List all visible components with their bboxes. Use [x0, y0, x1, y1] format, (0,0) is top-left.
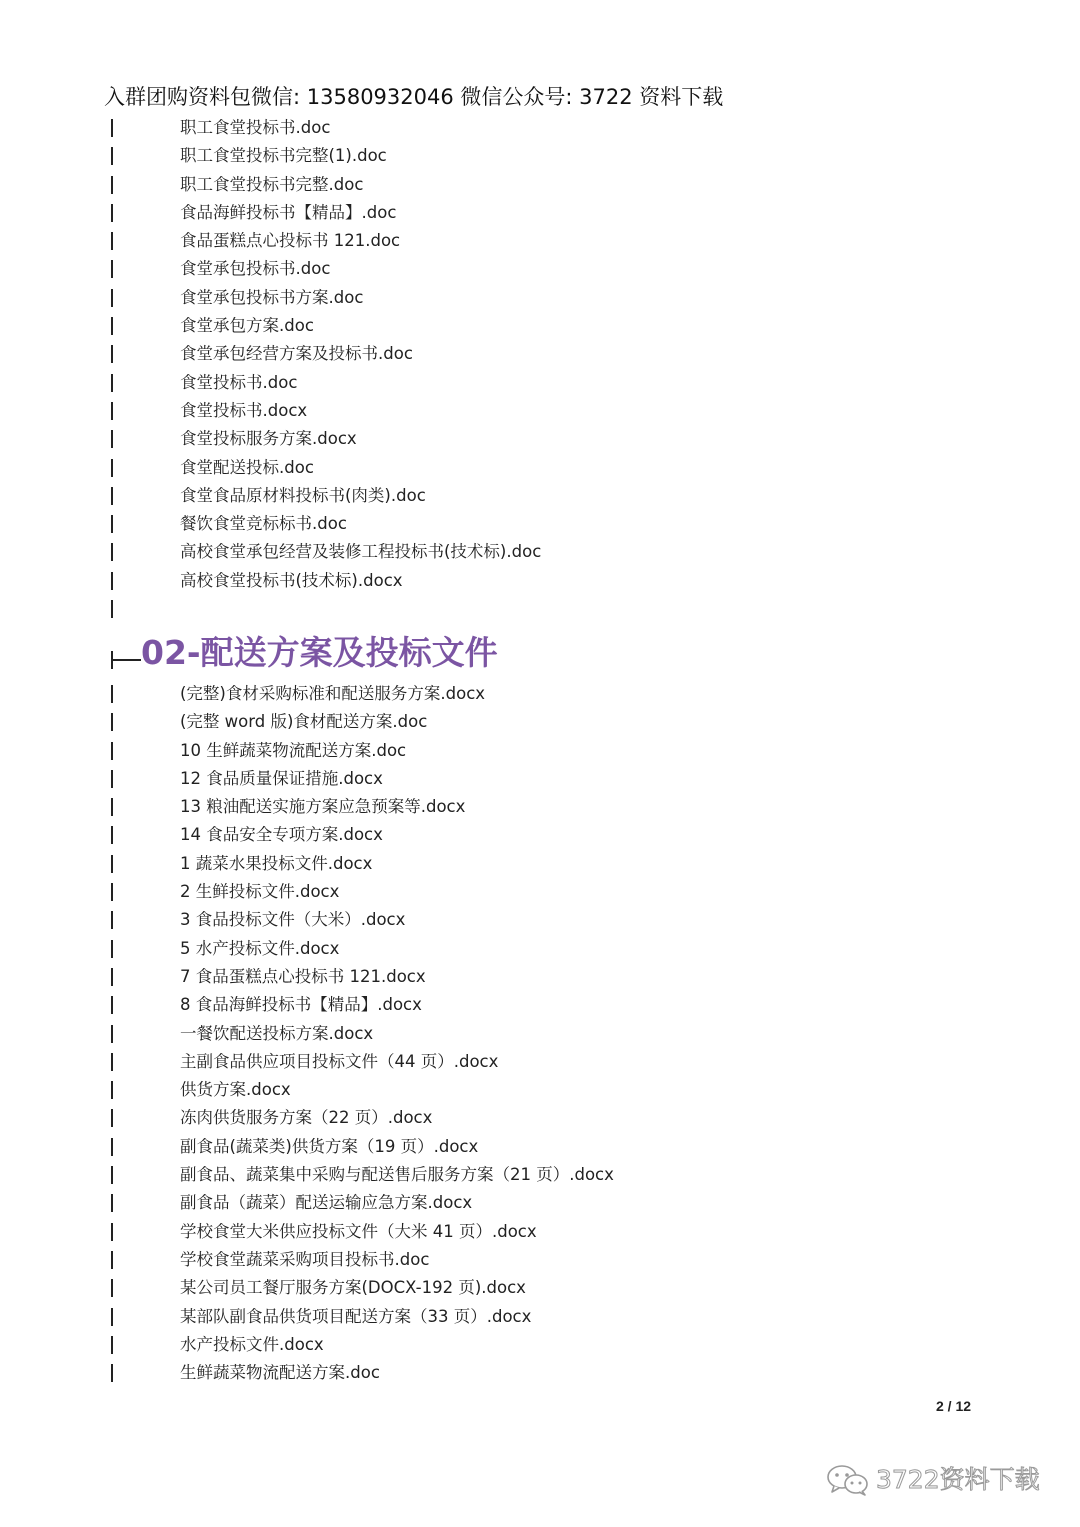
tree-branch-line — [111, 119, 113, 137]
file-list-item — [0, 680, 1080, 708]
section-heading — [110, 628, 710, 678]
file-name: 某公司员工餐厅服务方案(DOCX-192 页).docx — [180, 1278, 526, 1298]
file-name: 冻肉供货服务方案（22 页）.docx — [180, 1108, 433, 1128]
file-list-item — [0, 935, 1080, 963]
file-name: 职工食堂投标书.doc — [180, 118, 331, 137]
tree-branch-line — [111, 289, 113, 307]
file-list-item — [0, 482, 1080, 510]
file-name: 食堂承包投标书方案.doc — [180, 287, 364, 307]
file-name: (完整 word 版)食材配送方案.doc — [180, 712, 428, 732]
file-list-item — [0, 538, 1080, 566]
spacer-row — [0, 595, 1080, 623]
tree-branch-line — [111, 1364, 113, 1382]
file-list-item — [0, 1104, 1080, 1132]
tree-branch-line — [111, 176, 113, 194]
file-name: 食品蛋糕点心投标书 121.doc — [180, 231, 401, 251]
watermark-text: 3722资料下载 — [876, 1465, 1040, 1494]
file-list-item — [0, 510, 1080, 538]
file-name: 食堂投标服务方案.docx — [180, 429, 357, 449]
file-list-item — [0, 1189, 1080, 1217]
file-list-item — [0, 114, 1080, 142]
file-list-item — [0, 1020, 1080, 1048]
tree-branch-line — [111, 713, 113, 731]
file-list-item — [0, 425, 1080, 453]
tree-branch-line — [111, 430, 113, 448]
file-name: 食堂承包投标书.doc — [180, 259, 331, 279]
file-list-item — [0, 1246, 1080, 1274]
tree-branch-line — [111, 317, 113, 335]
tree-branch-line — [111, 1223, 113, 1241]
file-list-item — [0, 171, 1080, 199]
tree-branch-line — [111, 685, 113, 703]
tree-branch-line — [111, 572, 113, 590]
file-list-item — [0, 1274, 1080, 1302]
file-list-item — [0, 906, 1080, 934]
tree-branch-line — [111, 232, 113, 250]
tree-branch-line — [111, 459, 113, 477]
file-list-item — [0, 142, 1080, 170]
tree-branch-line — [111, 940, 113, 958]
file-list-item — [0, 821, 1080, 849]
tree-branch-line — [111, 260, 113, 278]
file-name: 食品海鲜投标书【精品】.doc — [180, 202, 397, 222]
file-list-item — [0, 1161, 1080, 1189]
file-name: 学校食堂蔬菜采购项目投标书.doc — [180, 1249, 430, 1269]
file-name: 14 食品安全专项方案.docx — [180, 825, 383, 845]
tree-branch-line — [111, 883, 113, 901]
tree-branch-line — [111, 402, 113, 420]
file-list-item — [0, 1331, 1080, 1359]
file-name: 学校食堂大米供应投标文件（大米 41 页）.docx — [180, 1221, 537, 1241]
file-name: 生鲜蔬菜物流配送方案.doc — [180, 1363, 380, 1383]
tree-branch-line — [111, 1109, 113, 1127]
tree-spacer-row — [0, 595, 1080, 623]
tree-branch-line — [111, 600, 113, 618]
tree-branch-line — [111, 1194, 113, 1212]
file-list-item — [0, 737, 1080, 765]
tree-branch-line — [111, 770, 113, 788]
file-name: 食堂食品原材料投标书(肉类).doc — [180, 485, 426, 505]
file-list-item — [0, 991, 1080, 1019]
tree-branch-line — [111, 543, 113, 561]
file-list-item — [0, 199, 1080, 227]
file-name: 食堂承包方案.doc — [180, 316, 314, 336]
file-name: 高校食堂投标书(技术标).docx — [180, 570, 403, 590]
tree-branch-line — [111, 1308, 113, 1326]
tree-branch-line — [111, 1053, 113, 1071]
file-name: (完整)食材采购标准和配送服务方案.docx — [180, 684, 486, 703]
file-list-item — [0, 1076, 1080, 1104]
tree-branch-line — [111, 742, 113, 760]
file-name: 水产投标文件.docx — [180, 1334, 324, 1354]
file-list-item — [0, 284, 1080, 312]
file-name: 食堂承包经营方案及投标书.doc — [180, 344, 413, 364]
file-list-item — [0, 312, 1080, 340]
file-name: 8 食品海鲜投标书【精品】.docx — [180, 995, 422, 1015]
file-name: 餐饮食堂竞标标书.doc — [180, 514, 347, 534]
header-contact-line: 入群团购资料包微信: 13580932046 微信公众号: 3722 资料下载 — [104, 85, 724, 109]
file-name: 10 生鲜蔬菜物流配送方案.doc — [180, 740, 407, 760]
tree-branch-line — [111, 1279, 113, 1297]
file-name: 2 生鲜投标文件.docx — [180, 882, 340, 902]
file-list-section-2 — [0, 680, 1080, 1387]
file-name: 供货方案.docx — [180, 1080, 291, 1100]
file-name: 7 食品蛋糕点心投标书 121.docx — [180, 966, 426, 986]
file-list-item — [0, 1048, 1080, 1076]
file-name: 某部队副食品供货项目配送方案（33 页）.docx — [180, 1306, 532, 1326]
tree-branch-line — [111, 1081, 113, 1099]
tree-branch-line — [111, 968, 113, 986]
file-list-item — [0, 1359, 1080, 1387]
file-list-item — [0, 878, 1080, 906]
file-name: 主副食品供应项目投标文件（44 页）.docx — [180, 1051, 499, 1071]
file-name: 职工食堂投标书完整.doc — [180, 174, 364, 194]
file-list-item — [0, 397, 1080, 425]
tree-branch-line — [111, 1336, 113, 1354]
file-list-item — [0, 255, 1080, 283]
file-list-item — [0, 227, 1080, 255]
file-list-item — [0, 1303, 1080, 1331]
file-name: 副食品、蔬菜集中采购与配送售后服务方案（21 页）.docx — [180, 1165, 614, 1185]
tree-branch-connector — [111, 659, 141, 661]
tree-branch-line — [111, 204, 113, 222]
file-name: 副食品(蔬菜类)供货方案（19 页）.docx — [180, 1136, 479, 1156]
tree-branch-line — [111, 911, 113, 929]
file-name: 1 蔬菜水果投标文件.docx — [180, 853, 373, 873]
tree-branch-line — [111, 487, 113, 505]
file-list-item — [0, 1218, 1080, 1246]
tree-branch-line — [111, 374, 113, 392]
file-list-item — [0, 340, 1080, 368]
file-name: 食堂配送投标.doc — [180, 457, 314, 477]
tree-branch-line — [111, 1138, 113, 1156]
file-list-item — [0, 567, 1080, 595]
tree-branch-line — [111, 147, 113, 165]
file-list-item — [0, 1133, 1080, 1161]
tree-branch-line — [111, 1025, 113, 1043]
file-name: 副食品（蔬菜）配送运输应急方案.docx — [180, 1193, 473, 1213]
file-list-item — [0, 454, 1080, 482]
file-name: 食堂投标书.doc — [180, 372, 298, 392]
tree-branch-line — [111, 855, 113, 873]
tree-branch-line — [111, 996, 113, 1014]
file-list-item — [0, 793, 1080, 821]
file-name: 3 食品投标文件（大米）.docx — [180, 910, 406, 930]
file-list-group-1 — [0, 114, 1080, 595]
file-name: 高校食堂承包经营及装修工程投标书(技术标).doc — [180, 542, 542, 562]
tree-branch-line — [111, 515, 113, 533]
file-list-item — [0, 765, 1080, 793]
file-name: 13 粮油配送实施方案应急预案等.docx — [180, 797, 466, 817]
tree-branch-line — [111, 345, 113, 363]
file-list-item — [0, 708, 1080, 736]
file-name: 12 食品质量保证措施.docx — [180, 768, 383, 788]
file-name: 职工食堂投标书完整(1).doc — [180, 146, 387, 166]
file-list-item — [0, 963, 1080, 991]
file-name: 食堂投标书.docx — [180, 400, 308, 420]
file-name: 5 水产投标文件.docx — [180, 938, 340, 958]
tree-branch-line — [111, 798, 113, 816]
file-name: 一餐饮配送投标方案.docx — [180, 1023, 374, 1043]
file-list-item — [0, 369, 1080, 397]
wechat-icon — [826, 1464, 870, 1496]
section-title: 02-配送方案及投标文件 — [141, 633, 498, 672]
page-number: 2 / 12 — [936, 1398, 972, 1414]
tree-branch-line — [111, 1251, 113, 1269]
tree-branch-line — [111, 826, 113, 844]
tree-branch-line — [111, 1166, 113, 1184]
watermark — [826, 1460, 1066, 1500]
file-list-item — [0, 850, 1080, 878]
